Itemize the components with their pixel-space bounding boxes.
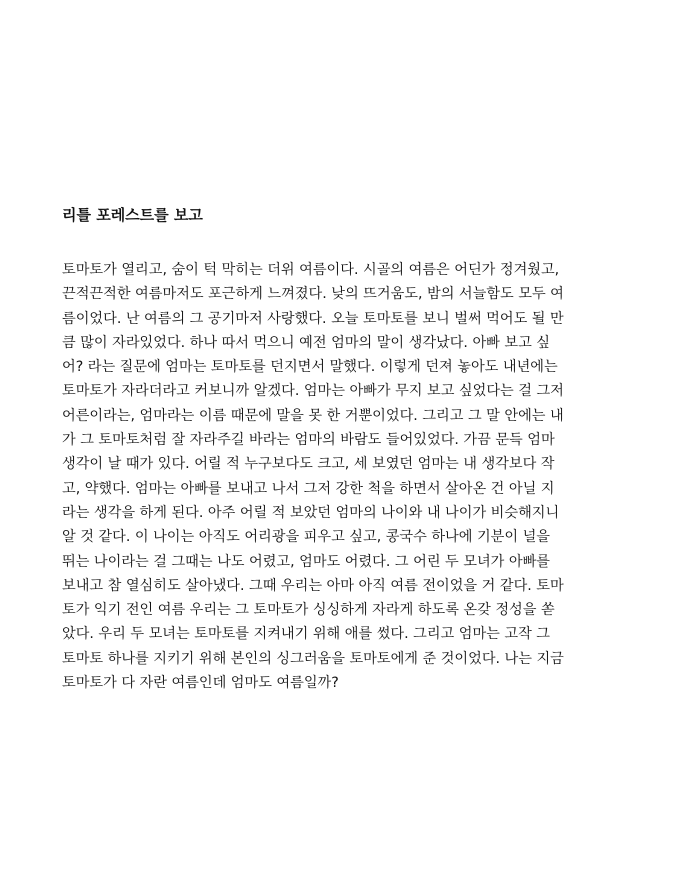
body-line: 토마토가 다 자란 여름인데 엄마도 여름일까? (62, 675, 339, 692)
document-title: 리틀 포레스트를 보고 (62, 206, 203, 224)
body-line: 름이었다. 난 여름의 그 공기마저 사랑했다. 오늘 토마토를 보니 벌써 먹어도 될 만 (62, 310, 564, 327)
body-line: 토가 익기 전인 여름 우리는 그 토마토가 싱싱하게 자라게 하도록 온갖 정성을 쏟 (62, 602, 555, 619)
body-line: 끈적끈적한 여름마저도 포근하게 느껴졌다. 낮의 뜨거움도, 밤의 서늘함도 모두 여 (62, 286, 564, 303)
body-line: 보내고 참 열심히도 살아냈다. 그때 우리는 아마 아직 여름 전이었을 거 같다. 토마 (62, 577, 564, 594)
body-line: 았다. 우리 두 모녀는 토마토를 지켜내기 위해 애를 썼다. 그리고 엄마는 고작 그 (62, 626, 550, 643)
body-line: 뛰는 나이라는 걸 그때는 나도 어렸고, 엄마도 어렸다. 그 어린 두 모녀가 아빠를 (62, 553, 550, 570)
body-line: 가 그 토마토처럼 잘 자라주길 바라는 엄마의 바람도 들어있었다. 가끔 문득 엄마 (62, 432, 555, 449)
body-line: 큼 많이 자라있었다. 하나 따서 먹으니 예전 엄마의 말이 생각났다. 아빠 보고 싶 (62, 334, 550, 351)
body-line: 고, 약했다. 엄마는 아빠를 보내고 나서 그저 강한 척을 하면서 살아온 건 아닐 지 (62, 480, 555, 497)
body-line: 라는 생각을 하게 된다. 아주 어릴 적 보았던 엄마의 나이와 내 나이가 비슷해지니 (62, 504, 560, 521)
body-line: 어른이라는, 엄마라는 이름 때문에 말을 못 한 거뿐이었다. 그리고 그 말 안에는 내 (62, 407, 564, 424)
body-line: 알 것 같다. 이 나이는 아직도 어리광을 피우고 싶고, 콩국수 하나에 기분이 널을 (62, 529, 550, 546)
body-line: 토마토가 자라더라고 커보니까 알겠다. 엄마는 아빠가 무지 보고 싶었다는 걸 그저 (62, 383, 564, 400)
body-line: 어? 라는 질문에 엄마는 토마토를 던지면서 말했다. 이렇게 던져 놓아도 내년에는 (62, 359, 558, 376)
body-line: 토마토가 열리고, 숨이 턱 막히는 더위 여름이다. 시골의 여름은 어딘가 정겨웠고, (62, 262, 560, 278)
document-body (62, 258, 642, 695)
body-line: 토마토 하나를 지키기 위해 본인의 싱그러움을 토마토에게 준 것이었다. 나는 지금 (62, 650, 564, 667)
body-line: 생각이 날 때가 있다. 어릴 적 누구보다도 크고, 세 보였던 엄마는 내 생각보다 작 (62, 456, 555, 473)
